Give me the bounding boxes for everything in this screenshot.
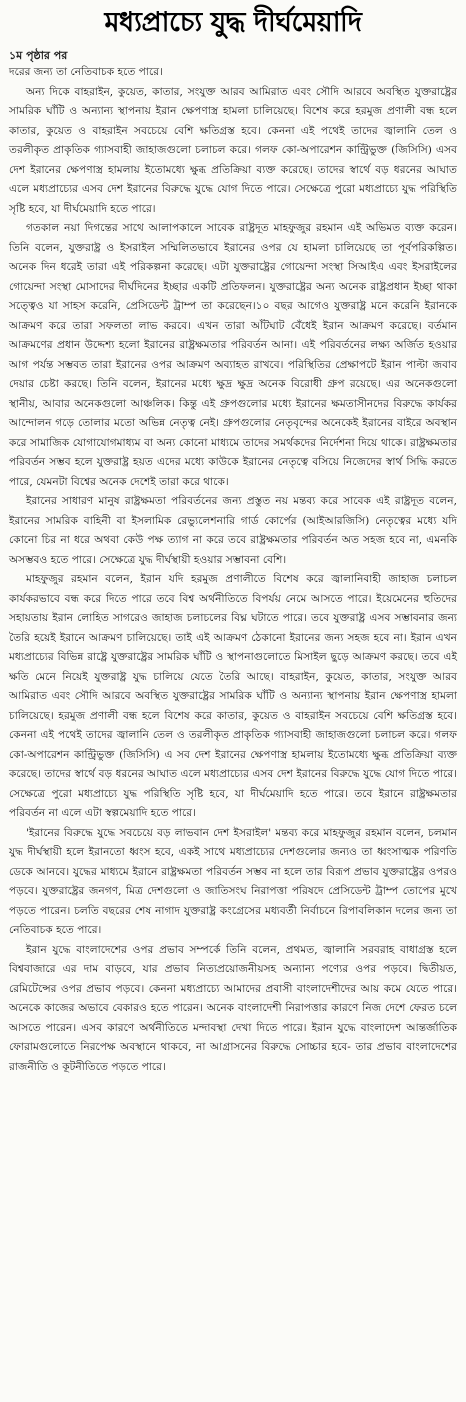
paragraph: মাহফুজুর রহমান বলেন, ইরান যদি হরমুজ প্রণালীতে বিশেষ করে জ্বালানিবাহী জাহাজ চলাচল কার্যকরভাবে বন্ধ করে দিতে পারে তবে বিশ্ব অর্থনীতিতে বিপর্যয় নেমে আসতে পারে। ইয়েমেনের হুতিদের সহায়তায় ইরান লোহিত সাগরেও জাহাজ চলাচলের বিঘ্ন ঘটাতে পারে। তবে যুক্তরাষ্ট্র এসব সম্ভাবনার জন্য তৈরি হয়েই ইরানে আক্রমণ চালিয়েছে। তাই এই আক্রমণ ঠেকানো ইরানের জন্য সহজ হবে না। ইরান এখন মধ্যপ্রাচ্যের বিভিন্ন রাষ্ট্রে যুক্তরাষ্ট্রের সামরিক ঘাঁটি ও স্থাপনাগুলোতে মিসাইল ছুড়ে আক্রমণ করছে। তবে এই ক্ষতি মেনে নিয়েই যুক্তরাষ্ট্র যুদ্ধ চালিয়ে যেতে তৈরি আছে। বাহরাইন, কুয়েত, কাতার, সংযুক্ত আরব আমিরাত এবং সৌদি আরবে অবস্থিত যুক্তরাষ্ট্রের সামরিক ঘাঁটি ও অন্যান্য স্থাপনায় ইরান ক্ষেপণাস্ত্র হামলা চালিয়েছে। হরমুজ প্রণালী বন্ধ হলে বিশেষ করে কাতার, কুয়েত ও বাহরাইন সবচেয়ে বেশি ক্ষতিগ্রস্ত হবে। কেননা এই পথেই তাদের জ্বালানি তেল ও তরলীকৃত প্রাকৃতিক গ্যাসবাহী জাহাজগুলো চলাচল করে। গলফ কো-অপারেশন কান্ট্রিভুক্ত (জিসিসি) এ সব দেশ ইরানের ক্ষেপণাস্ত্র হামলায় ইতোমধ্যে ক্ষুব্ধ প্রতিক্রিয়া ব্যক্ত করেছে। তাদের স্বার্থে বড় ধরনের আঘাত এলে মধ্যপ্রাচ্যের এসব দেশ ইরানের বিরুদ্ধে যুদ্ধে যোগ দিতে পারে। সেক্ষেত্রে পুরো মধ্যপ্রাচ্যে যুদ্ধ পরিস্থিতি সৃষ্টি হবে, যা দীর্ঘমেয়াদি হতে পারে। তবে ইরানে রাষ্ট্রক্ষমতার পরিবর্তন না এলে এটা স্বল্পমেয়াদি হতে পারে। [9, 573, 457, 819]
paragraph: 'ইরানের বিরুদ্ধে যুদ্ধে সবচেয়ে বড় লাভবান দেশ ইসরাইল' মন্তব্য করে মাহফুজুর রহমান বলেন, চলমান যুদ্ধ দীর্ঘস্থায়ী হলে ইরানতো ধ্বংস হবে, একই সাথে মধ্যপ্রাচ্যের দেশগুলোর জন্যও তা ধ্বংসাত্মক পরিণতি ডেকে আনবে। যুদ্ধের মাধ্যমে ইরানে রাষ্ট্রক্ষমতা পরিবর্তন সম্ভব না হলে তার বিরূপ প্রভাব যুক্তরাষ্ট্রের ওপরও পড়বে। যুক্তরাষ্ট্রের জনগণ, মিত্র দেশগুলো ও জাতিসংঘ নিরাপত্তা পরিষদে প্রেসিডেন্ট ট্রাম্প তোপের মুখে পড়তে পারেন। চলতি বছরের শেষ নাগাদ যুক্তরাষ্ট্র কংগ্রেসের মধ্যবর্তী নির্বাচনে রিপাবলিকান দলের জন্য তা নেতিবাচক হতে পারে। [9, 826, 457, 936]
headline: মধ্যপ্রাচ্যে যুদ্ধ দীর্ঘমেয়াদি [104, 7, 362, 38]
paragraph: ইরান যুদ্ধে বাংলাদেশের ওপর প্রভাব সম্পর্কে তিনি বলেন, প্রথমত, জ্বালানি সরবরাহ বাধাগ্রস্ত হলে বিশ্ববাজারে এর দাম বাড়বে, যার প্রভাব নিত্যপ্রয়োজনীয়সহ অন্যান্য পণ্যের ওপর পড়বে। দ্বিতীয়ত, রেমিটেন্সের ওপর প্রভাব পড়বে। কেননা মধ্যপ্রাচ্যে আমাদের প্রবাসী বাংলাদেশীদের আয় কমে যেতে পারে। অনেকে কাজের অভাবে বেকারও হতে পারেন। অনেক বাংলাদেশী নিরাপত্তার কারণে নিজ দেশে ফেরত চলে আসতে পারেন। এসব কারণে অর্থনীতিতে মন্দাবস্থা দেখা দিতে পারে। ইরান যুদ্ধে বাংলাদেশ আন্তর্জাতিক ফোরামগুলোতে নিরপেক্ষ অবস্থানে থাকবে, না আগ্রাসনের বিরুদ্ধে সোচ্চার হবে- তার প্রভাব বাংলাদেশের রাজনীতি ও কূটনীতিতে পড়তে পারে। [9, 943, 457, 1073]
paragraph: গতকাল নয়া দিগন্তের সাথে আলাপকালে সাবেক রাষ্ট্রদূত মাহফুজুর রহমান এই অভিমত ব্যক্ত করেন। তিনি বলেন, যুক্তরাষ্ট্র ও ইসরাইল সম্মিলিতভাবে ইরানের ওপর যে হামলা চালিয়েছে তা পূর্বপরিকল্পিত। অনেক দিন ধরেই তারা এই পরিকল্পনা করেছে। এটা যুক্তরাষ্ট্রের গোয়েন্দা সংস্থা সিআইএ এবং ইসরাইলের গোয়েন্দা সংস্থা মোসাদের দীর্ঘদিনের ইচ্ছার একটি প্রতিফলন। যুক্তরাষ্ট্রের অন্য অনেক রাষ্ট্রপ্রধান ইচ্ছা থাকা সত্ত্বেও যা সাহস করেনি, প্রেসিডেন্ট ট্রাম্প তা করেছেন।১০ বছর আগেও যুক্তরাষ্ট্র মনে করেনি ইরানকে আক্রমণ করে তারা সফলতা লাভ করবে। এখন তারা আঁটঘাট বেঁধেই ইরান আক্রমণ করেছে। বর্তমান আক্রমণের প্রধান উদ্দেশ্য হলো ইরানের রাষ্ট্রক্ষমতার পরিবর্তন আনা। এই পরিবর্তনের লক্ষ্য অর্জিত হওয়ার আগ পর্যন্ত সম্ভবত তারা ইরানের ওপর আক্রমণ অব্যাহত রাখবে। পরিস্থিতির প্রেক্ষাপটে ইরান পাল্টা জবাব দেয়ার চেষ্টা করছে। তিনি বলেন, ইরানের মধ্যে ক্ষুদ্র ক্ষুদ্র অনেক বিরোধী গ্রুপ রয়েছে। এর অনেকগুলো স্থানীয়, আবার অনেকগুলো আঞ্চলিক। কিন্তু এই গ্রুপগুলোর মধ্যে ইরানের ক্ষমতাসীনদের বিরুদ্ধে কার্যকর আন্দোলন গড়ে তোলার মতো অভিন্ন নেতৃত্ব নেই। গ্রুপগুলোর নেতৃবৃন্দের অনেকেই ইরানের বাইরে অবস্থান করে সামাজিক যোগাযোগমাধ্যম বা অন্য কোনো মাধ্যমে তাদের সমর্থকদের নির্দেশনা দিয়ে থাকে। রাষ্ট্রক্ষমতার পরিবর্তন সম্ভব হলে যুক্তরাষ্ট্র হয়ত এদের মধ্যে কাউকে ইরানের নেতৃত্বে বসিয়ে নিজেদের স্বার্থ সিদ্ধি করতে পারে, যেমনটা বিশ্বের অনেক দেশেই তারা করে থাকে। [9, 222, 457, 488]
paragraph: দরের জন্য তা নেতিবাচক হতে পারে। [9, 66, 163, 78]
paragraph: অন্য দিকে বাহরাইন, কুয়েত, কাতার, সংযুক্ত আরব আমিরাত এবং সৌদি আরবে অবস্থিত যুক্তরাষ্ট্রের সামরিক ঘাঁটি ও অন্যান্য স্থাপনায় ইরান ক্ষেপণাস্ত্র হামলা চালিয়েছে। বিশেষ করে হরমুজ প্রণালী বন্ধ হলে কাতার, কুয়েত ও বাহরাইন সবচেয়ে বেশি ক্ষতিগ্রস্ত হবে। কেননা এই পথেই তাদের জ্বালানি তেল ও তরলীকৃত প্রাকৃতিক গ্যাসবাহী জাহাজগুলো চলাচল করে। গলফ কো-অপারেশন কান্ট্রিভুক্ত (জিসিসি) এসব দেশ ইরানের ক্ষেপণাস্ত্র হামলায় ইতোমধ্যে ক্ষুব্ধ প্রতিক্রিয়া ব্যক্ত করেছে। তাদের স্বার্থে বড় ধরনের আঘাত এলে মধ্যপ্রাচ্যের এসব দেশ ইরানের বিরুদ্ধে যুদ্ধে যোগ দিতে পারে। সেক্ষেত্রে পুরো মধ্যপ্রাচ্যে যুদ্ধ পরিস্থিতি সৃষ্টি হবে, যা দীর্ঘমেয়াদি হতে পারে। [9, 85, 457, 215]
article-body [9, 63, 457, 1077]
continued-from-label: ১ম পৃষ্ঠার পর [9, 49, 68, 62]
paragraph: ইরানের সাধারণ মানুষ রাষ্ট্রক্ষমতা পরিবর্তনের জন্য প্রস্তুত নয় মন্তব্য করে সাবেক এই রাষ্ট্রদূত বলেন, ইরানের সামরিক বাহিনী বা ইসলামিক রেভ্যুলেশনারি গার্ড কোর্পের (আইআরজিসি) নেতৃত্বের মধ্যে যদি কোনো চির না ধরে অথবা কেউ পক্ষ ত্যাগ না করে তবে রাষ্ট্রক্ষমতার পরিবর্তন অত সহজ হবে না, এমনকি অসম্ভবও হতে পারে। সেক্ষেত্রে যুদ্ধ দীর্ঘস্থায়ী হওয়ার সম্ভাবনা বেশি। [9, 495, 457, 566]
